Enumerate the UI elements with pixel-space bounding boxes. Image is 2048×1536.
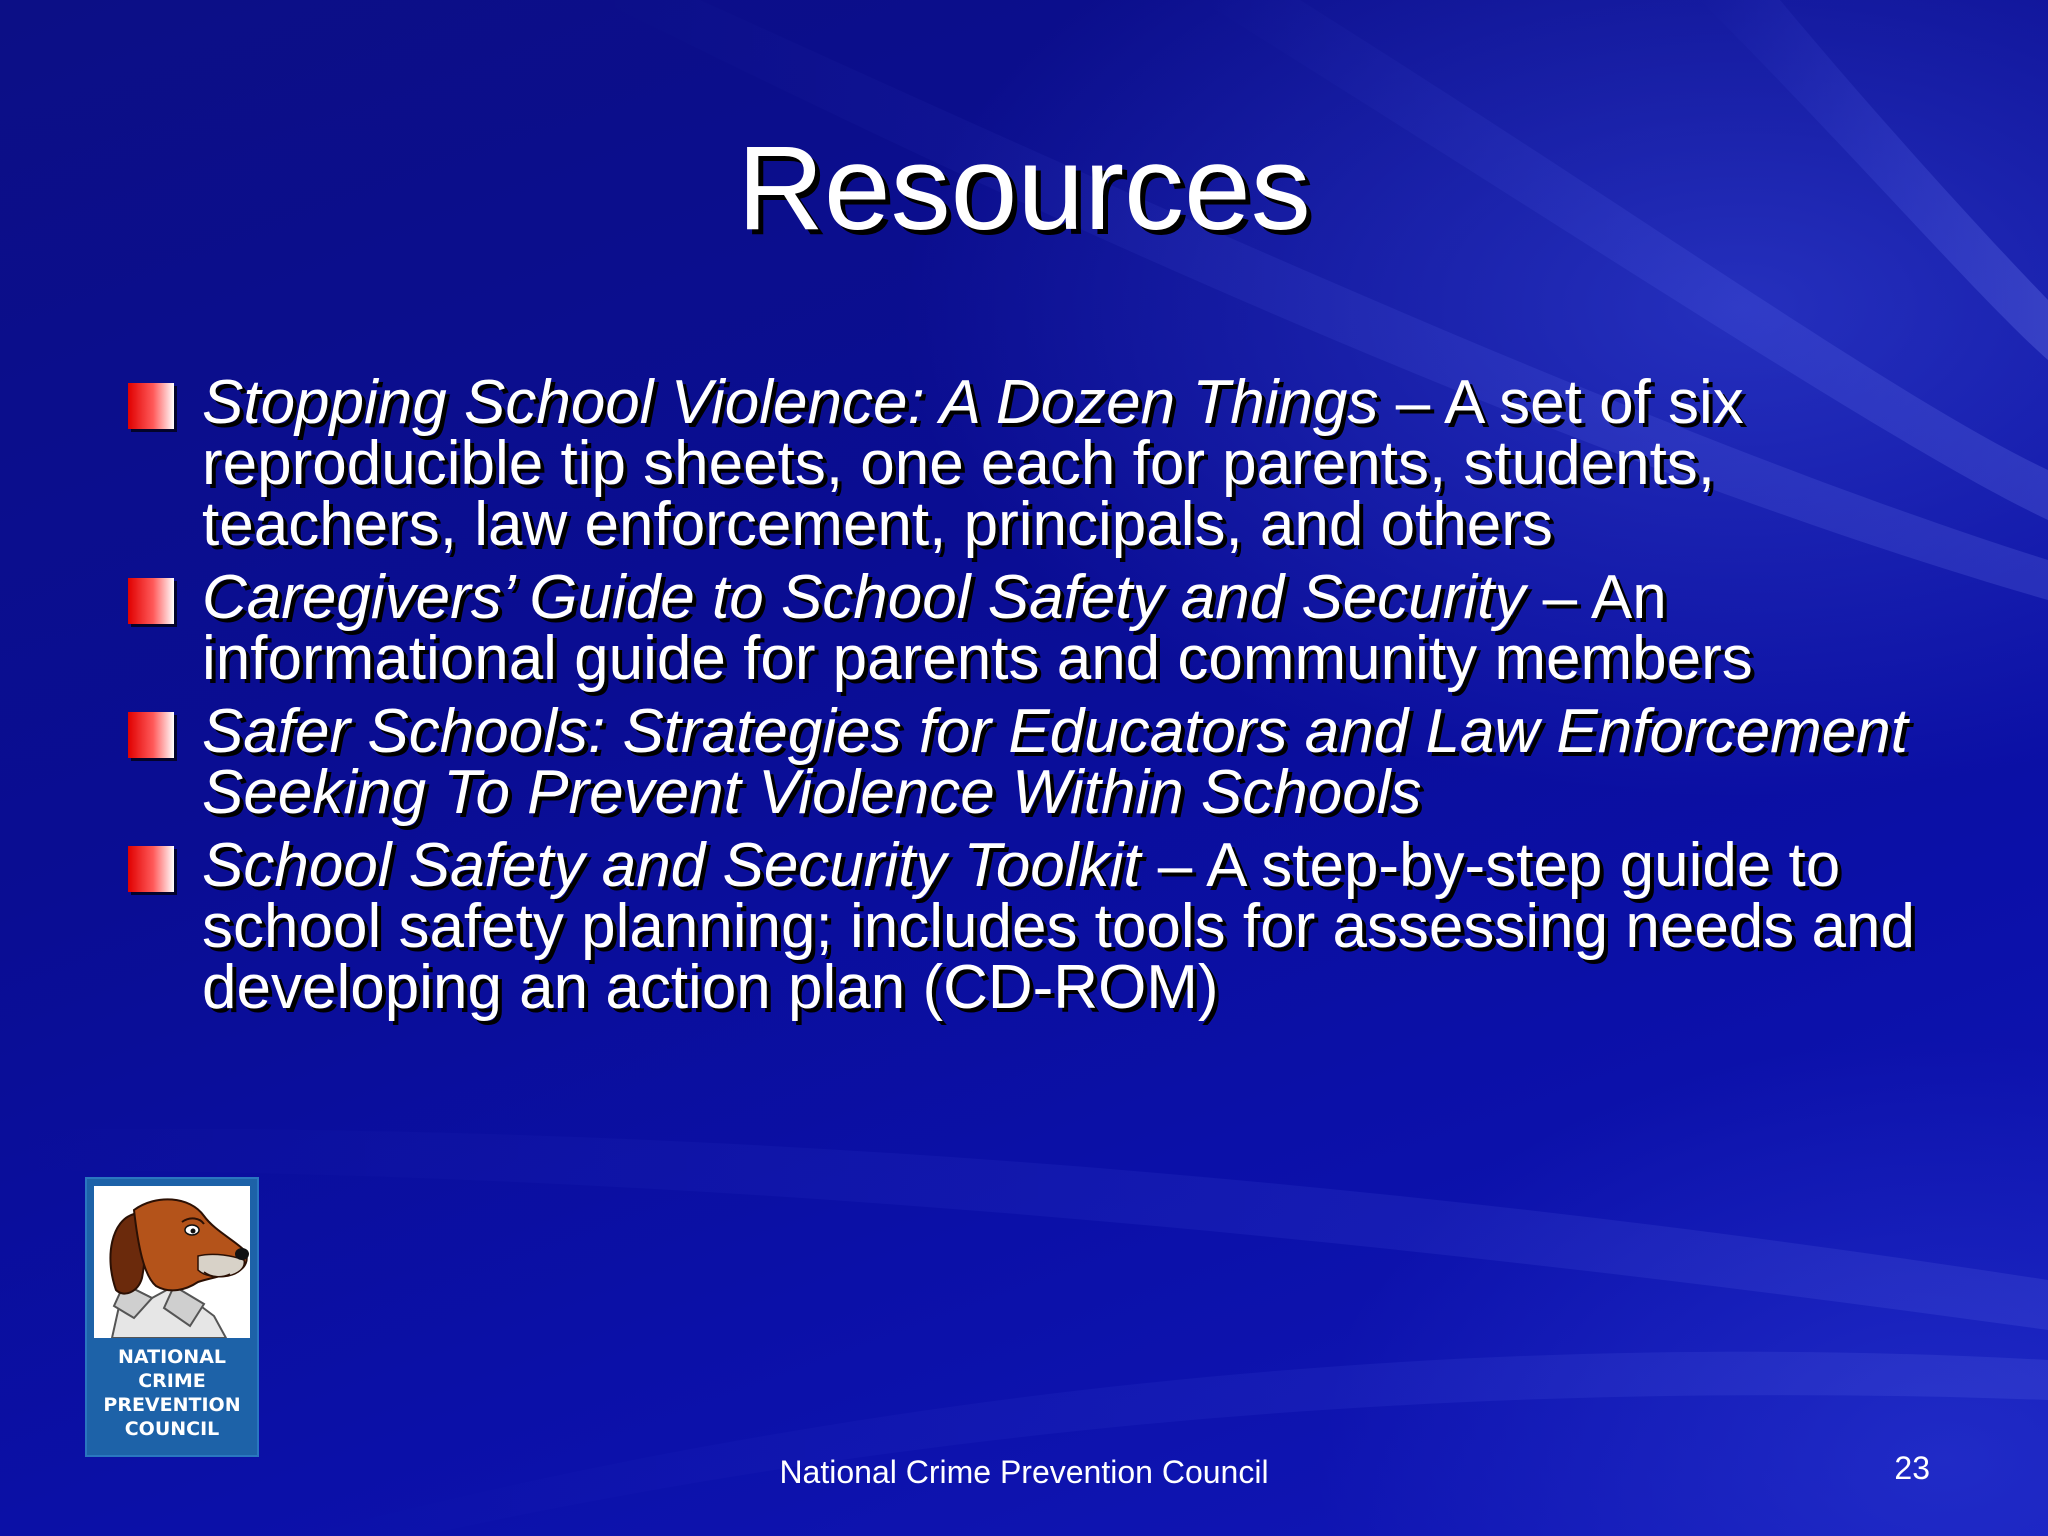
slide-number: 23: [1894, 1450, 1930, 1486]
square-bullet-icon: [128, 383, 174, 429]
resource-description: – A set of six reproducible tip sheets, one each for parents, students, teachers, law enforcement, principals, and others: [202, 368, 1744, 559]
square-bullet-icon: [128, 578, 174, 624]
resource-title: Stopping School Violence: A Dozen Things: [202, 368, 1379, 437]
resource-list: [128, 368, 1958, 1030]
resource-item-safety-toolkit: [128, 831, 1958, 1022]
resource-item-caregivers-guide: [128, 563, 1958, 693]
mcgruff-dog-logo: [94, 1186, 250, 1338]
resource-title: Safer Schools: Strategies for Educators and Law Enforcement Seeking To Prevent Violence Within Schools: [202, 697, 1908, 827]
footer-organization: National Crime Prevention Council: [779, 1454, 1269, 1490]
slide-title: Resources: [737, 121, 1311, 255]
resource-title: Caregivers’ Guide to School Safety and Security: [202, 563, 1526, 632]
logo-text-line: CRIME: [138, 1370, 206, 1392]
resource-title: School Safety and Security Toolkit: [202, 831, 1158, 900]
logo-text-line: NATIONAL: [117, 1346, 227, 1368]
resource-item-stopping-school-violence: [128, 368, 1958, 559]
resource-item-safer-schools: [128, 697, 1958, 827]
square-bullet-icon: [128, 712, 174, 758]
logo-text-line: PREVENTION: [103, 1394, 241, 1416]
resource-description: – An informational guide for parents and community members: [202, 563, 1753, 693]
resource-description: – A step-by-step guide to school safety planning; includes tools for assessing needs and developing an action plan (CD-ROM): [202, 831, 1915, 1022]
logo-text-line: COUNCIL: [124, 1418, 220, 1440]
square-bullet-icon: [128, 846, 174, 892]
logo-wordmark: [87, 1345, 257, 1441]
ncpc-logo: [85, 1177, 259, 1457]
